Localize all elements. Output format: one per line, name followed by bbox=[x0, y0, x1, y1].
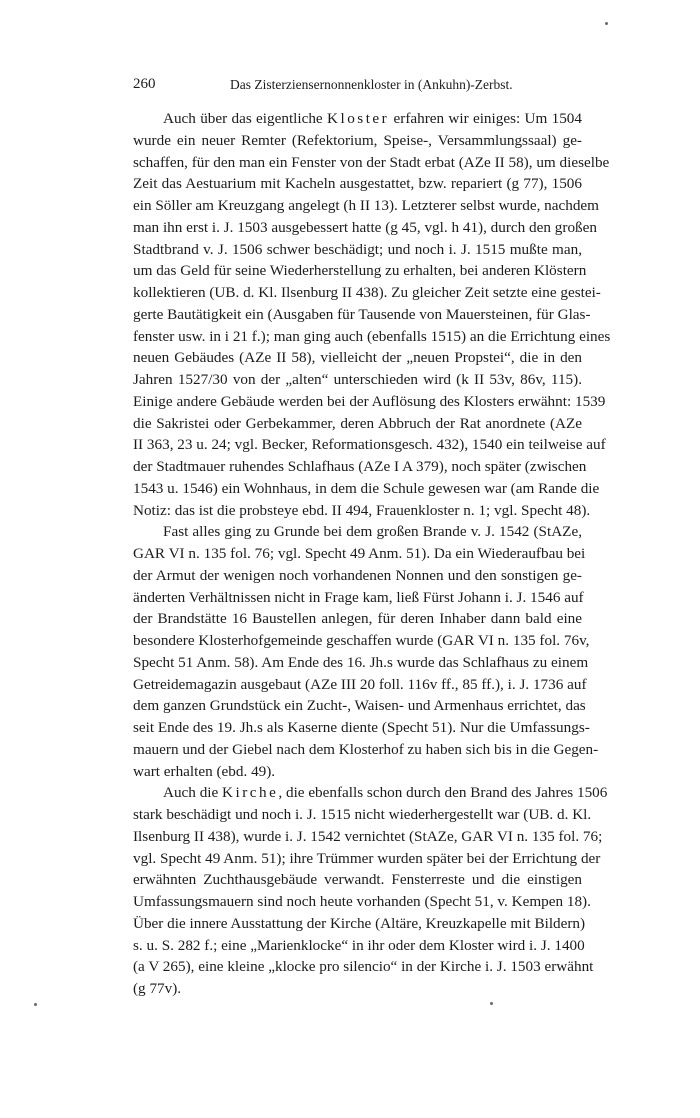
text-line: II 363, 23 u. 24; vgl. Becker, Reformationsgesch. 432), 1540 ein teilweise auf bbox=[133, 436, 606, 454]
text-segment: erfahren wir einiges: Um 1504 bbox=[389, 110, 582, 127]
text-line: fenster usw. in i 21 f.); man ging auch (ebenfalls 1515) an die Errichtung eines bbox=[133, 327, 611, 345]
text-line: um das Geld für seine Wiederherstellung zu erhalten, bei anderen Klöstern bbox=[133, 262, 587, 280]
text-line: vgl. Specht 49 Anm. 51); ihre Trümmer wurden später bei der Errichtung der bbox=[133, 849, 601, 867]
text-segment: Auch die bbox=[163, 784, 223, 802]
text-line: ein Söller am Kreuzgang angelegt (h II 13). Letzterer selbst wurde, nachdem bbox=[133, 197, 599, 214]
text-line: Über die innere Ausstattung der Kirche (Altäre, Kreuzkapelle mit Bildern) bbox=[133, 914, 586, 932]
paragraph bbox=[133, 108, 611, 521]
text-line: Einige andere Gebäude werden bei der Auflösung des Klosters erwähnt: 1539 bbox=[133, 392, 606, 410]
text-line: Fast alles ging zu Grunde bei dem großen Brande v. J. 1542 (StAZe, bbox=[163, 523, 582, 541]
text-line: Getreidemagazin ausgebaut (AZe III 20 foll. 116v ff., 85 ff.), i. J. 1736 auf bbox=[133, 675, 587, 693]
text-line: wurde ein neuer Remter (Refektorium, Speise-, Versammlungssaal) ge- bbox=[133, 131, 582, 149]
text-segment: , die ebenfalls schon durch den Brand des Jahres 1506 bbox=[278, 784, 608, 802]
text-line: s. u. S. 282 f.; eine „Marienklocke“ in ihr oder dem Kloster wird i. J. 1400 bbox=[133, 936, 585, 954]
text-line bbox=[133, 108, 582, 130]
text-line: Jahren 1527/30 von der „alten“ unterschieden wird (k II 53v, 86v, 115). bbox=[133, 371, 582, 388]
text-line: der Brandstätte 16 Baustellen anlegen, für deren Inhaber dann bald eine bbox=[133, 610, 582, 628]
text-line: erwähnten Zuchthausgebäude verwandt. Fensterreste und die einstigen bbox=[133, 871, 582, 889]
spaced-emphasis: Kloster bbox=[327, 110, 390, 127]
text-line: die Sakristei oder Gerbekammer, deren Abbruch der Rat anordnete (AZe bbox=[133, 414, 582, 432]
text-line: änderten Verhältnissen nicht in Frage kam, ließ Fürst Johann i. J. 1546 auf bbox=[133, 588, 584, 606]
text-line: Zeit das Aestuarium mit Kacheln ausgestattet, bzw. repariert (g 77), 1506 bbox=[133, 175, 582, 193]
text-line: dem ganzen Grundstück ein Zucht-, Waisen- und Armenhaus errichtet, das bbox=[133, 697, 586, 715]
text-line: Specht 51 Anm. 58). Am Ende des 16. Jh.s wurde das Schlafhaus zu einem bbox=[133, 653, 589, 671]
text-line: besondere Klosterhofgemeinde geschaffen wurde (GAR VI n. 135 fol. 76v, bbox=[133, 632, 590, 649]
text-line: Umfassungsmauern sind noch heute vorhanden (Specht 51, v. Kempen 18). bbox=[133, 893, 591, 910]
text-line: stark beschädigt und noch i. J. 1515 nicht wiederhergestellt war (UB. d. Kl. bbox=[133, 806, 592, 823]
text-segment: Auch über das eigentliche bbox=[163, 110, 327, 127]
text-line: (g 77v). bbox=[133, 980, 182, 997]
text-line: Ilsenburg II 438), wurde i. J. 1542 vernichtet (StAZe, GAR VI n. 135 fol. 76; bbox=[133, 827, 603, 845]
page-header bbox=[133, 76, 582, 98]
text-line: der Armut der wenigen noch vorhandenen Nonnen und den sonstigen ge- bbox=[133, 566, 582, 584]
scan-speck bbox=[490, 1002, 493, 1005]
text-line: wart erhalten (ebd. 49). bbox=[133, 762, 276, 780]
spaced-emphasis: Kirche bbox=[222, 784, 279, 802]
running-title: Das Zisterziensernonnenkloster in (Ankuhn)-Zerbst. bbox=[230, 77, 513, 92]
text-line: man ihn erst i. J. 1503 ausgebessert hatte (g 45, vgl. h 41), durch den großen bbox=[133, 218, 597, 236]
text-line: Stadtbrand v. J. 1506 schwer beschädigt; und noch i. J. 1515 mußte man, bbox=[133, 240, 582, 258]
paragraph bbox=[133, 521, 599, 782]
scan-speck bbox=[605, 22, 608, 25]
text-line: kollektieren (UB. d. Kl. Ilsenburg II 438). Zu gleicher Zeit setzte eine gestei- bbox=[133, 284, 601, 301]
page-number: 260 bbox=[133, 76, 156, 92]
text-line: Notiz: das ist die probsteye ebd. II 494, Frauenkloster n. 1; vgl. Specht 48). bbox=[133, 501, 591, 519]
text-line: der Stadtmauer ruhendes Schlafhaus (AZe I A 379), noch später (zwischen bbox=[133, 458, 587, 475]
text-line: (a V 265), eine kleine „klocke pro silencio“ in der Kirche i. J. 1503 erwähnt bbox=[133, 958, 594, 976]
text-line: neuen Gebäudes (AZe II 58), vielleicht der „neuen Propstei“, die in den bbox=[133, 349, 582, 367]
text-line: GAR VI n. 135 fol. 76; vgl. Specht 49 Anm. 51). Da ein Wiederaufbau bei bbox=[133, 545, 586, 562]
paragraph bbox=[133, 782, 608, 1000]
body-text bbox=[133, 108, 611, 1000]
text-line: mauern und der Giebel nach dem Klosterhof zu haben sich bis in die Gegen- bbox=[133, 740, 599, 758]
text-line: schaffen, für den man ein Fenster von der Stadt erbat (AZe II 58), um dieselbe bbox=[133, 153, 610, 171]
text-line: 1543 u. 1546) ein Wohnhaus, in dem die Schule gewesen war (am Rande die bbox=[133, 479, 600, 497]
text-line: seit Ende des 19. Jh.s als Kaserne diente (Specht 51). Nur die Umfassungs- bbox=[133, 719, 590, 736]
text-line: gerte Bautätigkeit ein (Ausgaben für Tausende von Mauersteinen, für Glas- bbox=[133, 305, 591, 323]
scan-speck bbox=[34, 1003, 37, 1006]
text-line bbox=[133, 782, 608, 804]
